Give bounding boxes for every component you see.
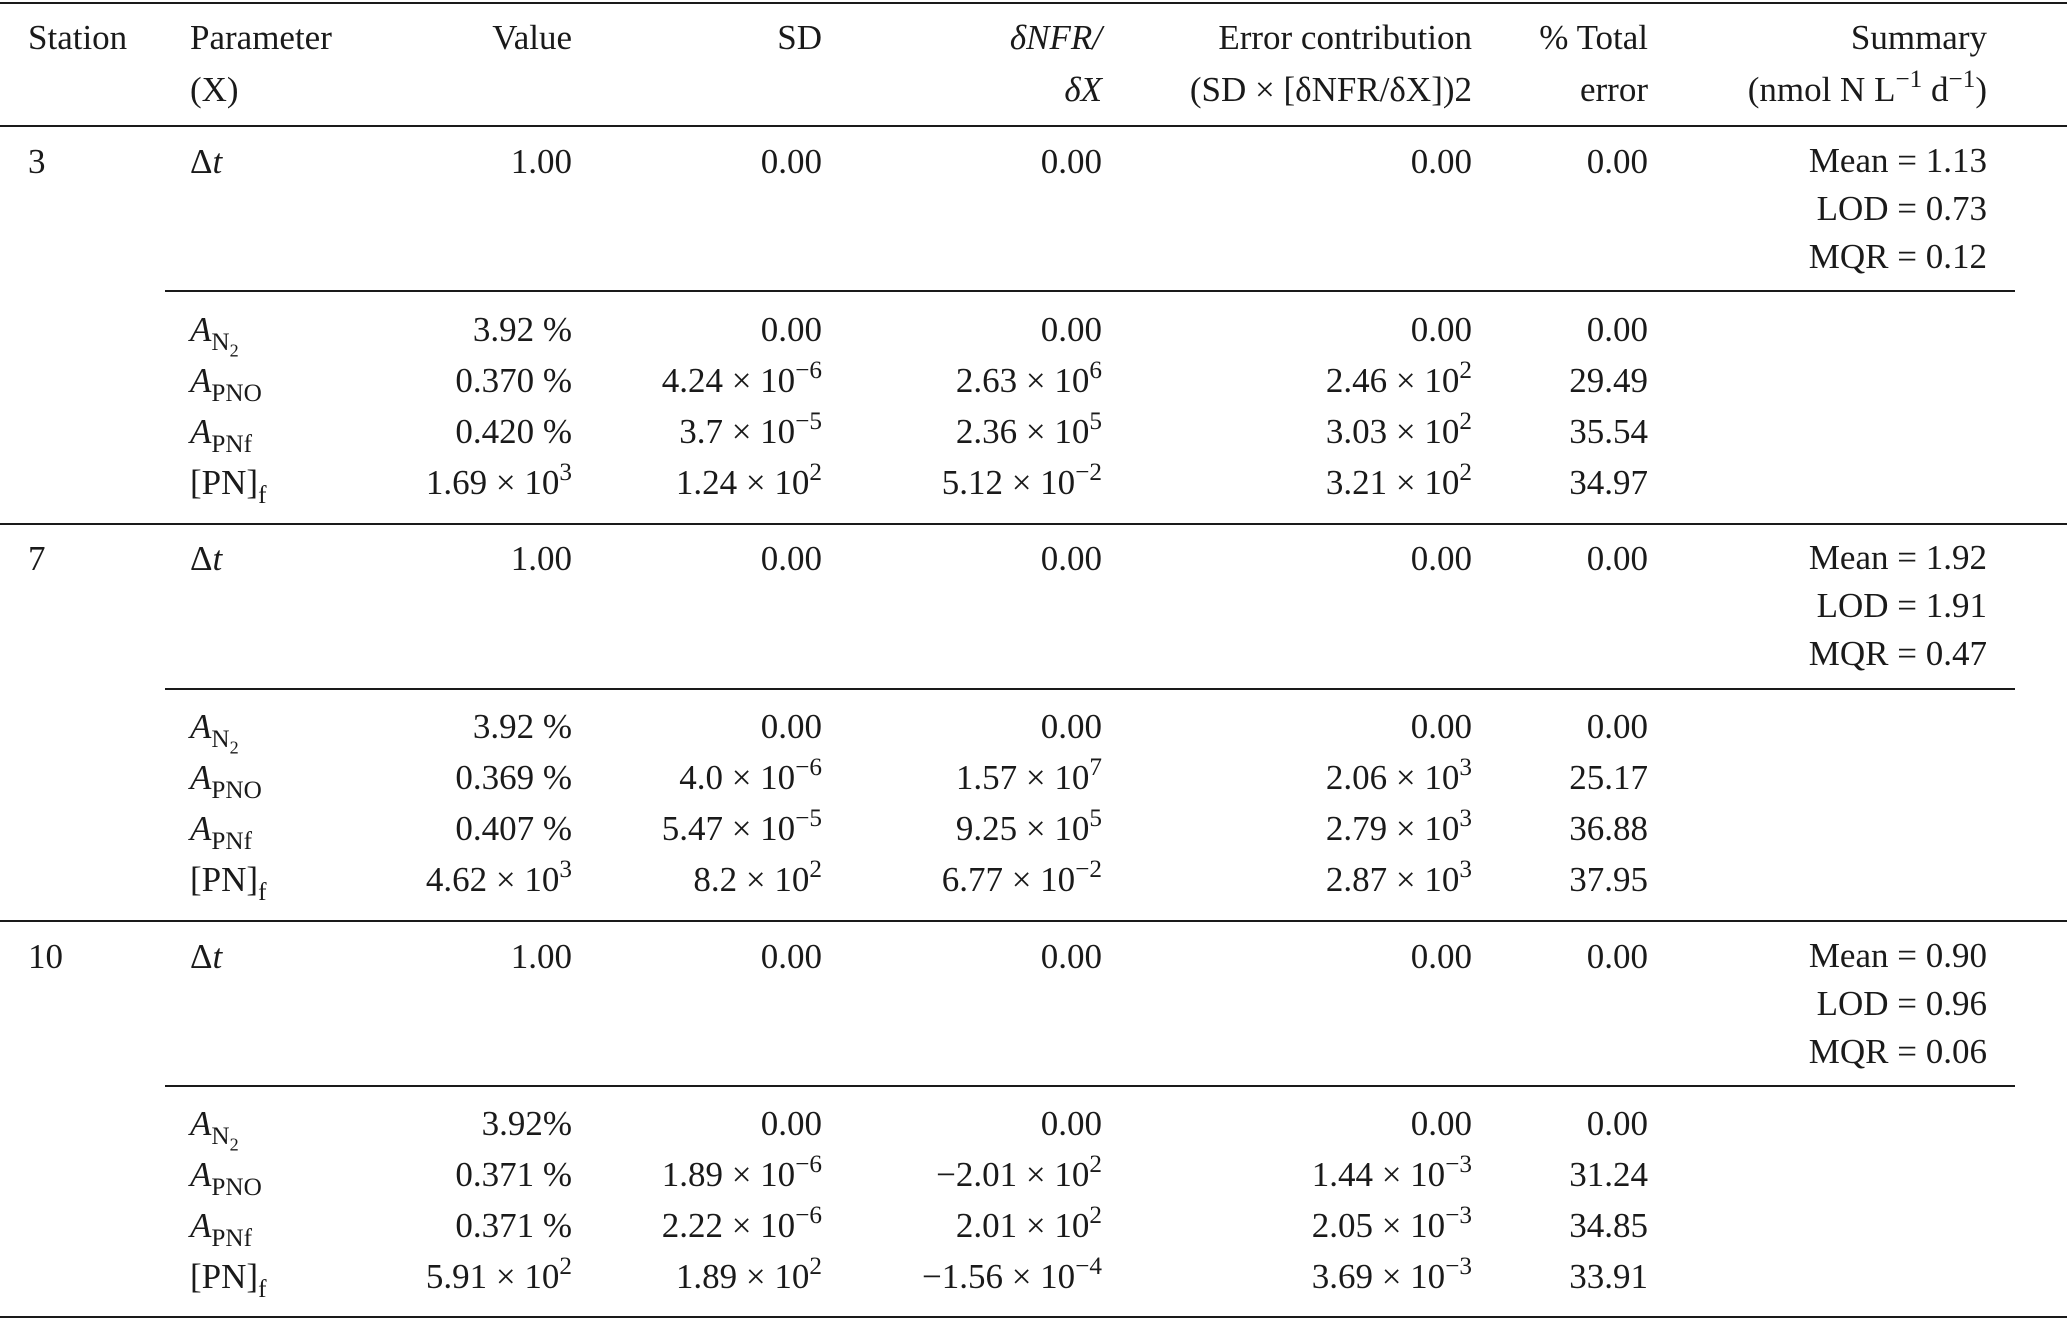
value-cell: 3.92%: [481, 1104, 572, 1143]
derivative-cell: 0.00: [1040, 539, 1102, 578]
value-cell: 1.00: [510, 142, 572, 181]
header-summary: Summary (nmol N $L^{-1}$ $d^{-1}$): [1747, 18, 1987, 109]
error-cell: 0.00: [1410, 310, 1472, 349]
param-a-pno: $A_{PNO}$: [190, 1155, 262, 1201]
param-a-n2: $A_{N_2}$: [190, 707, 239, 758]
derivative-cell: $2.63 \times 10^6$: [955, 357, 1102, 400]
derivative-cell: 0.00: [1040, 310, 1102, 349]
station-number: 3: [28, 142, 46, 181]
rule-station3-bottom: [0, 523, 2067, 525]
param-a-pnf: $A_{PNf}$: [190, 412, 252, 458]
summary-mqr: MQR = 0.12: [1808, 237, 1987, 276]
percent-cell: 0.00: [1586, 1104, 1648, 1143]
rule-top: [0, 2, 2067, 4]
error-cell: $2.79 \times 10^3$: [1325, 805, 1472, 848]
percent-cell: 0.00: [1586, 937, 1648, 976]
value-cell: 0.371 %: [455, 1155, 572, 1194]
percent-cell: 35.54: [1569, 412, 1648, 451]
param-pn-f: $[PN]_f$: [190, 860, 267, 906]
summary-mean: Mean = 1.92: [1808, 538, 1987, 577]
sd-cell: $4.24 \times 10^{-6}$: [661, 357, 822, 400]
derivative-cell: $5.12 \times 10^{-2}$: [941, 459, 1102, 502]
param-delta-t: Δt: [190, 937, 223, 976]
sd-cell: 0.00: [760, 937, 822, 976]
rule-header-bottom: [0, 125, 2067, 127]
value-cell: 0.369 %: [455, 758, 572, 797]
sd-cell: $2.22 \times 10^{-6}$: [661, 1202, 822, 1245]
rule-station10-mid: [165, 1085, 2015, 1087]
percent-cell: 29.49: [1569, 361, 1648, 400]
header-sd: SD: [777, 18, 822, 57]
percent-cell: 31.24: [1569, 1155, 1648, 1194]
derivative-cell: $9.25 \times 10^5$: [955, 805, 1102, 848]
error-cell: $3.69 \times 10^{-3}$: [1311, 1253, 1472, 1296]
sd-cell: $5.47 \times 10^{-5}$: [661, 805, 822, 848]
rule-station3-mid: [165, 290, 2015, 292]
error-cell: 0.00: [1410, 539, 1472, 578]
header-error-contribution: Error contribution (SD × [δNFR/δX])2: [1189, 18, 1472, 109]
value-cell: 3.92 %: [472, 707, 572, 746]
percent-cell: 0.00: [1586, 539, 1648, 578]
summary-lod: LOD = 1.91: [1816, 586, 1987, 625]
percent-cell: 0.00: [1586, 142, 1648, 181]
error-cell: 0.00: [1410, 1104, 1472, 1143]
value-cell: $4.62 \times 10^3$: [425, 856, 572, 899]
percent-cell: 0.00: [1586, 310, 1648, 349]
sd-cell: $4.0 \times 10^{-6}$: [679, 754, 822, 797]
param-a-n2: $A_{N_2}$: [190, 1104, 239, 1155]
sd-cell: $3.7 \times 10^{-5}$: [679, 408, 822, 451]
sd-cell: $1.24 \times 10^2$: [675, 459, 822, 502]
summary-cell: [1680, 137, 1987, 281]
sd-cell: $1.89 \times 10^{-6}$: [661, 1151, 822, 1194]
percent-cell: 33.91: [1569, 1257, 1648, 1296]
header-percent-total: % Total error: [1539, 18, 1648, 109]
param-delta-t: Δt: [190, 539, 223, 578]
value-cell: $1.69 \times 10^3$: [425, 459, 572, 502]
value-cell: 0.407 %: [455, 809, 572, 848]
param-a-pno: $A_{PNO}$: [190, 361, 262, 407]
header-derivative: δNFR/ δX: [1009, 18, 1102, 109]
param-pn-f: $[PN]_f$: [190, 1257, 267, 1303]
summary-mqr: MQR = 0.06: [1808, 1032, 1987, 1071]
error-cell: 0.00: [1410, 937, 1472, 976]
station-number: 10: [28, 937, 63, 976]
sd-cell: 0.00: [760, 1104, 822, 1143]
value-cell: 1.00: [510, 539, 572, 578]
derivative-cell: 0.00: [1040, 1104, 1102, 1143]
value-cell: 0.370 %: [455, 361, 572, 400]
error-cell: 0.00: [1410, 142, 1472, 181]
error-cell: $2.06 \times 10^3$: [1325, 754, 1472, 797]
percent-cell: 25.17: [1569, 758, 1648, 797]
percent-cell: 34.97: [1569, 463, 1648, 502]
error-cell: $1.44 \times 10^{-3}$: [1311, 1151, 1472, 1194]
param-pn-f: $[PN]_f$: [190, 463, 267, 509]
percent-cell: 36.88: [1569, 809, 1648, 848]
derivative-cell: $2.01 \times 10^2$: [955, 1202, 1102, 1245]
value-cell: 0.420 %: [455, 412, 572, 451]
rule-bottom: [0, 1316, 2067, 1318]
summary-mean: Mean = 1.13: [1808, 141, 1987, 180]
value-cell: 1.00: [510, 937, 572, 976]
derivative-cell: 0.00: [1040, 937, 1102, 976]
percent-cell: 0.00: [1586, 707, 1648, 746]
derivative-cell: 0.00: [1040, 707, 1102, 746]
error-cell: $3.21 \times 10^2$: [1325, 459, 1472, 502]
derivative-cell: 0.00: [1040, 142, 1102, 181]
error-cell: $3.03 \times 10^2$: [1325, 408, 1472, 451]
error-cell: $2.46 \times 10^2$: [1325, 357, 1472, 400]
rule-station7-mid: [165, 688, 2015, 690]
header-parameter: Parameter (X): [190, 18, 332, 109]
derivative-cell: $2.36 \times 10^5$: [955, 408, 1102, 451]
derivative-cell: $1.57 \times 10^7$: [955, 754, 1102, 797]
param-a-pno: $A_{PNO}$: [190, 758, 262, 804]
header-value: Value: [492, 18, 572, 57]
sd-cell: 0.00: [760, 707, 822, 746]
sd-cell: $1.89 \times 10^2$: [675, 1253, 822, 1296]
summary-cell: [1680, 932, 1987, 1076]
percent-cell: 34.85: [1569, 1206, 1648, 1245]
param-a-n2: $A_{N_2}$: [190, 310, 239, 361]
summary-lod: LOD = 0.73: [1816, 189, 1987, 228]
param-a-pnf: $A_{PNf}$: [190, 1206, 252, 1252]
param-delta-t: Δt: [190, 142, 223, 181]
sd-cell: 0.00: [760, 310, 822, 349]
value-cell: $5.91 \times 10^2$: [425, 1253, 572, 1296]
error-cell: 0.00: [1410, 707, 1472, 746]
derivative-cell: $-2.01 \times 10^2$: [936, 1151, 1102, 1194]
sd-cell: $8.2 \times 10^2$: [693, 856, 822, 899]
error-cell: $2.87 \times 10^3$: [1325, 856, 1472, 899]
rule-station7-bottom: [0, 920, 2067, 922]
value-cell: 3.92 %: [472, 310, 572, 349]
derivative-cell: $-1.56 \times 10^{-4}$: [921, 1253, 1102, 1296]
summary-mqr: MQR = 0.47: [1808, 634, 1987, 673]
percent-cell: 37.95: [1569, 860, 1648, 899]
error-cell: $2.05 \times 10^{-3}$: [1311, 1202, 1472, 1245]
sd-cell: 0.00: [760, 539, 822, 578]
summary-lod: LOD = 0.96: [1816, 984, 1987, 1023]
derivative-cell: $6.77 \times 10^{-2}$: [941, 856, 1102, 899]
summary-mean: Mean = 0.90: [1808, 936, 1987, 975]
header-station: Station: [28, 18, 128, 57]
summary-cell: [1680, 534, 1987, 678]
param-a-pnf: $A_{PNf}$: [190, 809, 252, 855]
station-number: 7: [28, 539, 46, 578]
value-cell: 0.371 %: [455, 1206, 572, 1245]
sd-cell: 0.00: [760, 142, 822, 181]
